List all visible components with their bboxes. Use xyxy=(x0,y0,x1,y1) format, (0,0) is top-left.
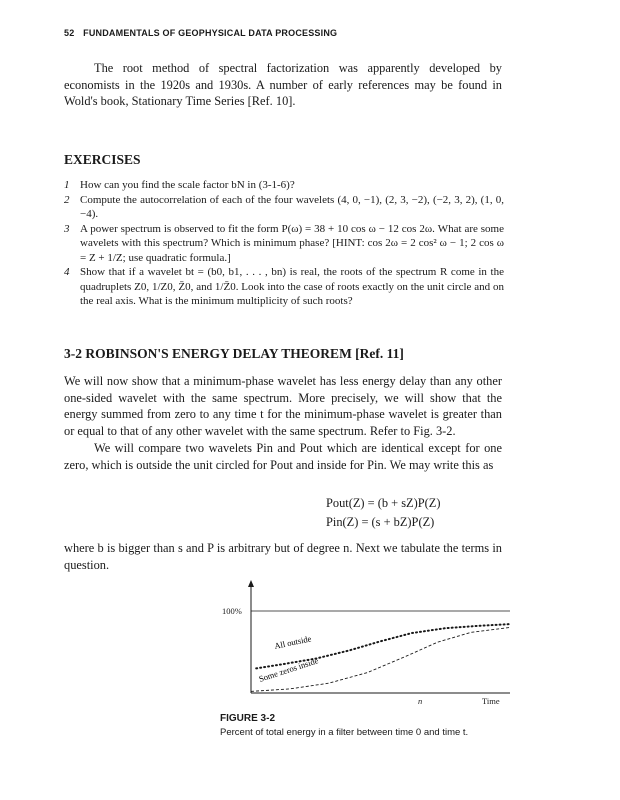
running-head xyxy=(64,28,337,38)
page-number: 52 xyxy=(64,28,75,38)
exercise-number: 3 xyxy=(64,222,70,235)
exercise-item xyxy=(64,193,504,222)
equation-in: Pin(Z) = (s + bZ)P(Z) xyxy=(326,515,435,529)
equation-out: Pout(Z) = (b + sZ)P(Z) xyxy=(326,496,441,510)
section-paragraph-1: We will now show that a minimum-phase wavelet has less energy delay than any other one-sided wavelet with the same spectrum. More precisely, we will show that the energy summed from zero to any time t for the minimum-phase wavelet is greater than or equal to that of any other wavelet with the same spectrum. Refer to Fig. 3-2. xyxy=(64,374,502,438)
x-tick-label-n: n xyxy=(418,696,423,706)
exercises-heading: EXERCISES xyxy=(64,152,141,167)
exercise-item xyxy=(64,265,504,309)
exercise-text: How can you find the scale factor bN in (3-1-6)? xyxy=(80,179,295,191)
annotation-some-zeros-inside: Some zeros inside xyxy=(257,655,320,684)
running-title: FUNDAMENTALS OF GEOPHYSICAL DATA PROCESSING xyxy=(83,28,338,38)
figure-label: FIGURE 3-2 xyxy=(220,713,276,724)
energy-delay-figure xyxy=(220,577,520,707)
annotation-all-outside: All outside xyxy=(273,633,313,651)
y-tick-label-100: 100% xyxy=(222,606,242,616)
x-axis-label: Time xyxy=(482,696,500,706)
exercise-item xyxy=(64,178,504,193)
exercise-number: 1 xyxy=(64,179,70,191)
exercise-text: Compute the autocorrelation of each of the four wavelets (4, 0, −1), (2, 3, −2), (−2, 3, 2), (1, 0, −4). xyxy=(80,193,504,220)
exercise-text: A power spectrum is observed to fit the form P(ω) = 38 + 10 cos ω − 12 cos 2ω. What are some wavelets with this spectrum? Which is minimum phase? [HINT: cos 2ω = 2 cos² ω − 1; 2 cos ω = Z + 1/Z; use quadratic formula.] xyxy=(80,222,504,264)
section-heading: 3-2 ROBINSON'S ENERGY DELAY THEOREM [Ref. 11] xyxy=(64,346,404,361)
exercise-item xyxy=(64,222,504,266)
intro-paragraph: The root method of spectral factorization was apparently developed by economists in the 1920s and 1930s. A number of early references may be found in Wold's book, Stationary Time Series [Ref. 10]. xyxy=(64,61,502,108)
exercise-number: 2 xyxy=(64,193,70,206)
y-axis-arrow xyxy=(248,580,254,587)
section-paragraph-2: We will compare two wavelets Pin and Pout which are identical except for one zero, which is outside the unit circled for Pout and inside for Pin. We may write this as xyxy=(64,441,502,472)
exercise-text: Show that if a wavelet bt = (b0, b1, . . . , bn) is real, the roots of the spectrum R come in the quadruplets Z0, 1/Z0, Z̄0, and 1/Z̄0. Look into the case of roots exactly on the unit circle and on the real axis. What is the minimum multiplicity of such roots? xyxy=(80,266,504,307)
exercise-list xyxy=(64,178,504,309)
energy-chart xyxy=(220,577,520,707)
section-paragraph-3: where b is bigger than s and P is arbitrary but of degree n. Next we tabulate the terms in question. xyxy=(64,541,502,572)
figure-caption: Percent of total energy in a filter between time 0 and time t. xyxy=(220,727,469,738)
exercise-number: 4 xyxy=(64,266,70,278)
